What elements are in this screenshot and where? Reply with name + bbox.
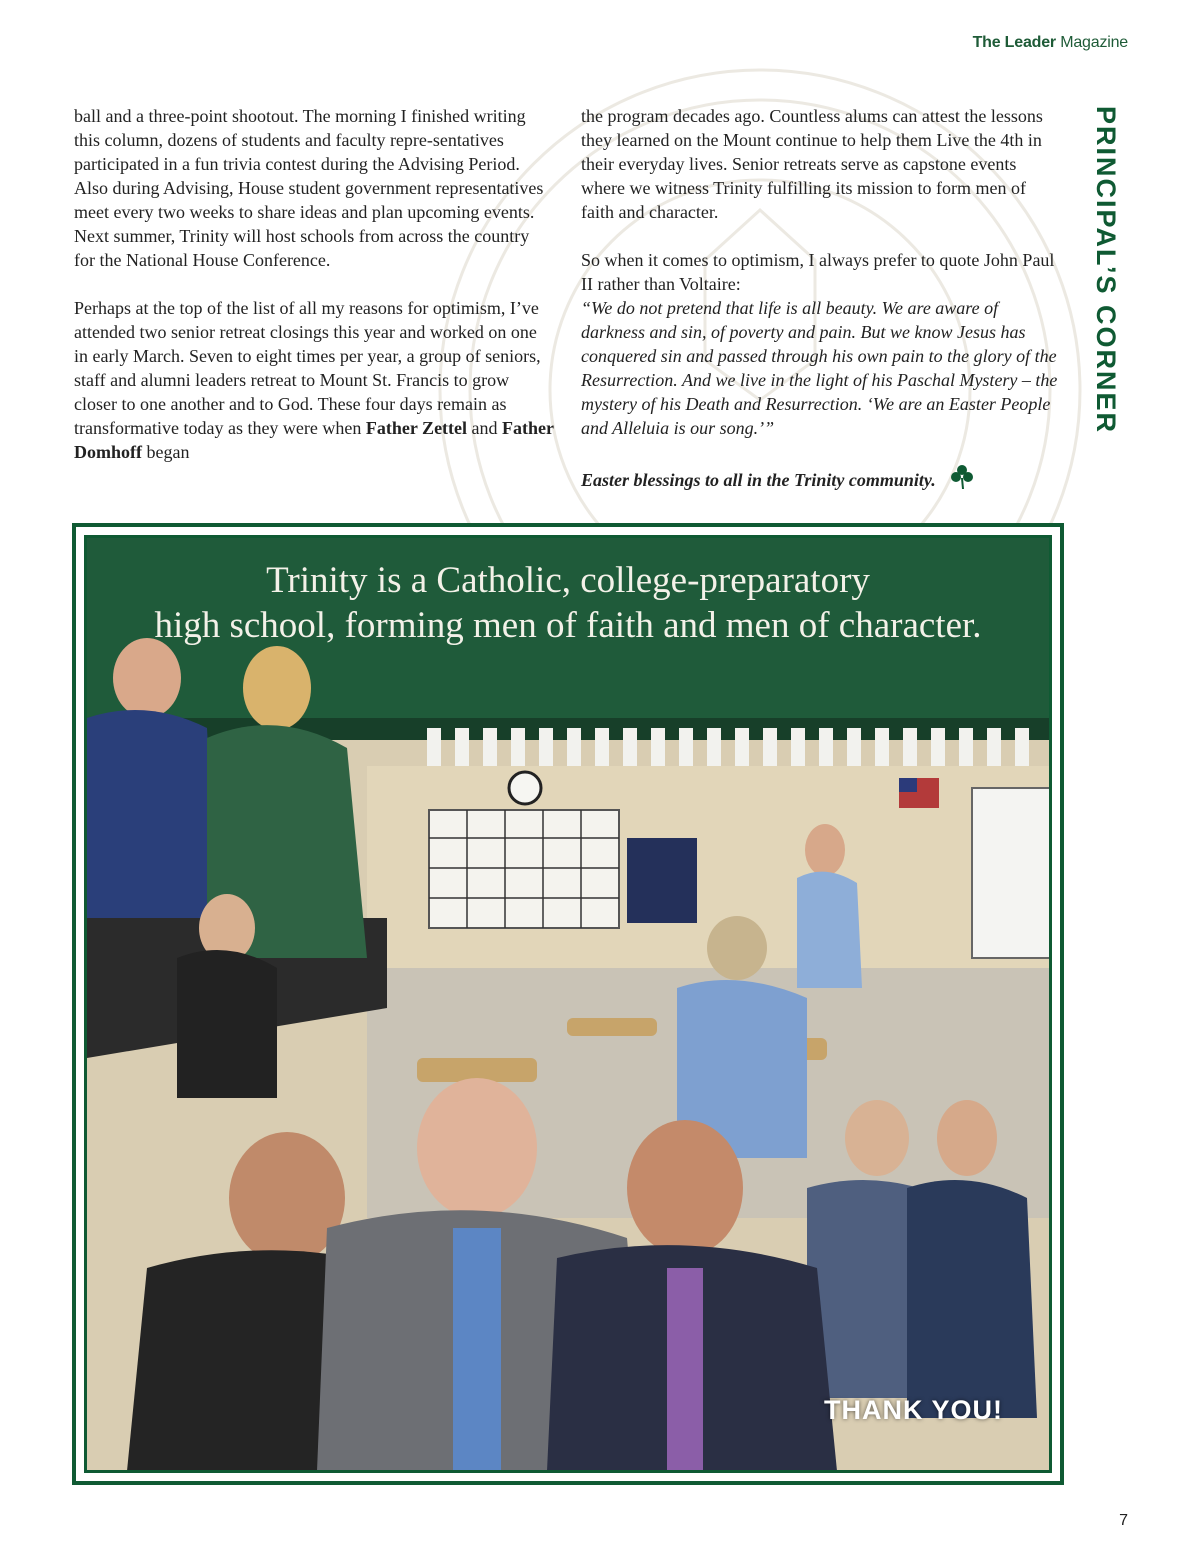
paragraph-left-1: ball and a three-point shootout. The morning I finished writing this column, dozens of students and faculty repre-sentatives participated in a fun trivia contest during the Advising Period. Also during Advising, House student government representatives meet every two weeks to share ideas and plan upcoming events. Next summer, Trinity will host schools from across the country for the National House Conference. <box>74 106 544 270</box>
magazine-masthead <box>973 34 1128 52</box>
section-title-vertical: PRINCIPAL’S CORNER <box>1091 106 1121 435</box>
banner-motto-line-1: Trinity is a Catholic, college-preparatory <box>266 560 870 601</box>
shamrock-icon <box>950 464 974 490</box>
paragraph-left-2-start: Perhaps at the top of the list of all my reasons for optimism, I’ve attended two senior retreat closings this year and worked on one in early March. Seven to eight times per year, a group of seniors, staff and alumni leaders retreat to Mount St. Francis to grow closer to one another and to God. These four days remain as transformative today as they were when <box>74 298 541 438</box>
paragraph-left-2 <box>74 296 554 464</box>
closing-line <box>581 464 1061 492</box>
name-father-domhoff: Father Domhoff <box>74 418 554 462</box>
banner-motto-line-2: high school, forming men of faith and men of character. <box>154 605 982 646</box>
easter-blessing: Easter blessings to all in the Trinity community. <box>581 470 936 490</box>
article-column-left <box>74 104 554 488</box>
conjunction: and <box>467 418 503 438</box>
paragraph-left-2-end: began <box>142 442 190 462</box>
quote-intro: So when it comes to optimism, I always prefer to quote John Paul II rather than Voltaire: <box>581 250 1055 294</box>
paragraph-right-1: the program decades ago. Countless alums can attest the lessons they learned on the Mount continue to help them Live the 4th in their everyday lives. Senior retreats serve as capstone events where we witness Trinity fulfilling its mission to form men of faith and character. <box>581 106 1043 222</box>
article-column-right <box>581 104 1061 516</box>
photo-collage <box>84 535 1052 1473</box>
photo-collage-frame <box>72 523 1064 1485</box>
john-paul-quote: “We do not pretend that life is all beauty. We are aware of darkness and sin, of poverty and pain. But we know Jesus has conquered sin and passed through his own pain to the glory of the Resurrection. And we live in the light of his Paschal Mystery – the mystery of his Death and Resurrection. ‘We are an Easter People and Alleluia is our song.’” <box>581 298 1058 438</box>
paragraph-right-2 <box>581 248 1061 440</box>
name-father-zettel: Father Zettel <box>365 418 468 438</box>
page-number: 7 <box>1119 1512 1128 1529</box>
banner-motto <box>87 558 1049 648</box>
classroom-photo <box>87 538 1050 1471</box>
masthead-brand: The Leader <box>972 34 1056 51</box>
masthead-suffix: Magazine <box>1055 34 1128 51</box>
thank-you-caption: THANK YOU! <box>823 1395 1003 1425</box>
